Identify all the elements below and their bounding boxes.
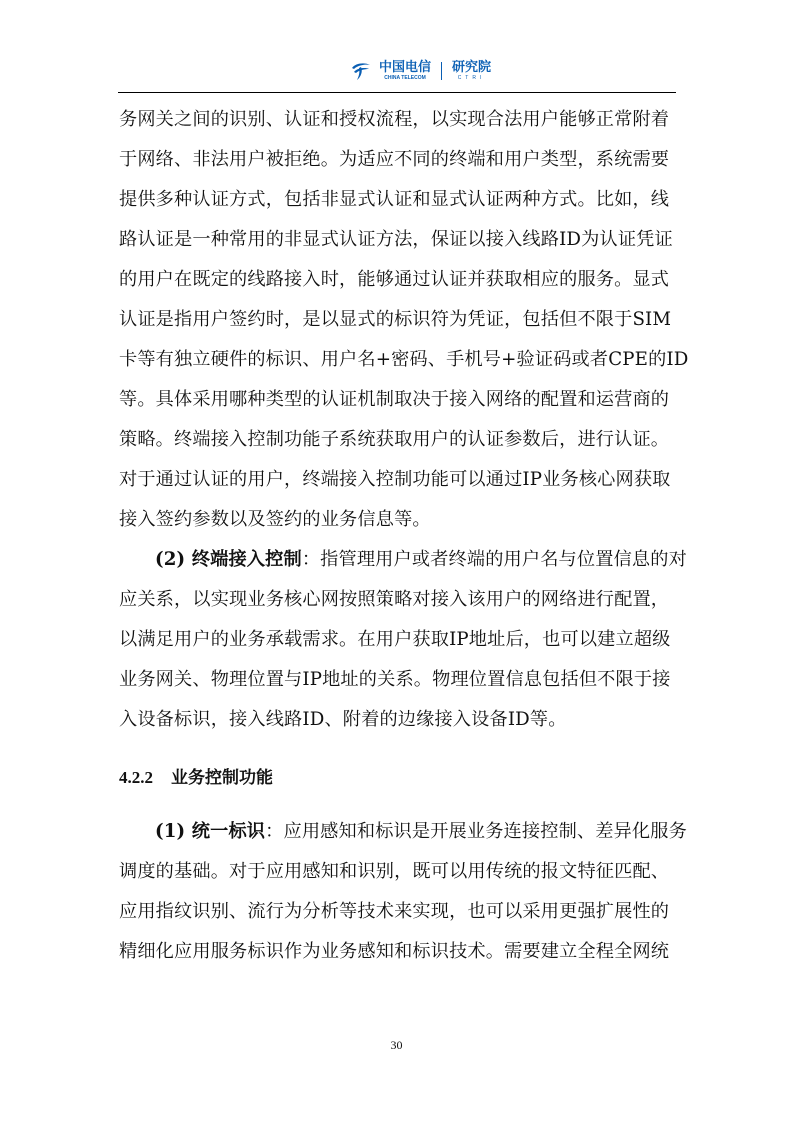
text-line bbox=[119, 540, 687, 580]
text-line: 的用户在既定的线路接入时，能够通过认证并获取相应的服务。显式 bbox=[119, 269, 670, 290]
text-line: 于网络、非法用户被拒绝。为适应不同的终端和用户类型，系统需要 bbox=[119, 149, 670, 170]
text-line: 应关系，以实现业务核心网按照策略对接入该用户的网络进行配置， bbox=[119, 589, 670, 610]
paragraph-unified-identification bbox=[119, 812, 687, 972]
institute-name-cn: 研究院 bbox=[452, 60, 492, 75]
text-line: 以满足用户的业务承载需求。在用户获取IP地址后，也可以建立超级 bbox=[119, 629, 671, 650]
section-heading bbox=[119, 758, 675, 798]
page-body bbox=[119, 100, 689, 972]
page-header-logo bbox=[349, 56, 491, 86]
institute-name bbox=[452, 61, 491, 81]
text-line: 卡等有独立硬件的标识、用户名+密码、手机号+验证码或者CPE的ID bbox=[119, 349, 689, 370]
brand-name-cn: 中国电信 bbox=[379, 60, 432, 75]
label-colon: ： bbox=[265, 821, 284, 842]
label-colon: ： bbox=[301, 549, 321, 570]
text-line: 策略。终端接入控制功能子系统获取用户的认证参数后，进行认证。 bbox=[119, 429, 670, 450]
paragraph-label: (1) 统一标识 bbox=[155, 821, 266, 842]
section-number: 4.2.2 bbox=[119, 768, 153, 787]
china-telecom-logo-icon bbox=[349, 59, 373, 83]
text-line: 务网关之间的识别、认证和授权流程，以实现合法用户能够正常附着 bbox=[119, 109, 670, 130]
text-line: 调度的基础。对于应用感知和识别，既可以用传统的报文特征匹配、 bbox=[119, 861, 670, 882]
text-line: 对于通过认证的用户，终端接入控制功能可以通过IP业务核心网获取 bbox=[119, 469, 671, 490]
text-line: 精细化应用服务标识作为业务感知和标识技术。需要建立全程全网统 bbox=[119, 941, 670, 962]
brand-name-en: CHINA TELECOM bbox=[384, 75, 426, 81]
paragraph-terminal-access-control bbox=[119, 540, 687, 740]
logo-divider bbox=[441, 62, 442, 80]
text-line: 入设备标识，接入线路ID、附着的边缘接入设备ID等。 bbox=[119, 709, 567, 730]
text-line: 业务网关、物理位置与IP地址的关系。物理位置信息包括但不限于接 bbox=[119, 669, 671, 690]
text-span: 应用感知和标识是开展业务连接控制、差异化服务 bbox=[283, 821, 687, 842]
page-number: 30 bbox=[390, 1038, 403, 1052]
text-span: 指管理用户或者终端的用户名与位置信息的对 bbox=[320, 549, 687, 570]
brand-name bbox=[379, 61, 431, 81]
section-title: 业务控制功能 bbox=[171, 768, 273, 788]
text-line: 接入签约参数以及签约的业务信息等。 bbox=[119, 509, 431, 530]
text-line: 提供多种认证方式，包括非显式认证和显式认证两种方式。比如，线 bbox=[119, 189, 670, 210]
text-line bbox=[119, 812, 687, 852]
text-line: 应用指纹识别、流行为分析等技术来实现，也可以采用更强扩展性的 bbox=[119, 901, 670, 922]
text-line: 等。具体采用哪种类型的认证机制取决于接入网络的配置和运营商的 bbox=[119, 389, 670, 410]
header-rule bbox=[118, 92, 676, 93]
text-line: 认证是指用户签约时，是以显式的标识符为凭证，包括但不限于SIM bbox=[119, 309, 672, 330]
institute-name-en: CTRI bbox=[457, 75, 486, 81]
paragraph-authentication bbox=[119, 100, 689, 540]
text-line: 路认证是一种常用的非显式认证方法，保证以接入线路ID为认证凭证 bbox=[119, 229, 673, 250]
paragraph-label: (2) 终端接入控制 bbox=[155, 549, 302, 570]
